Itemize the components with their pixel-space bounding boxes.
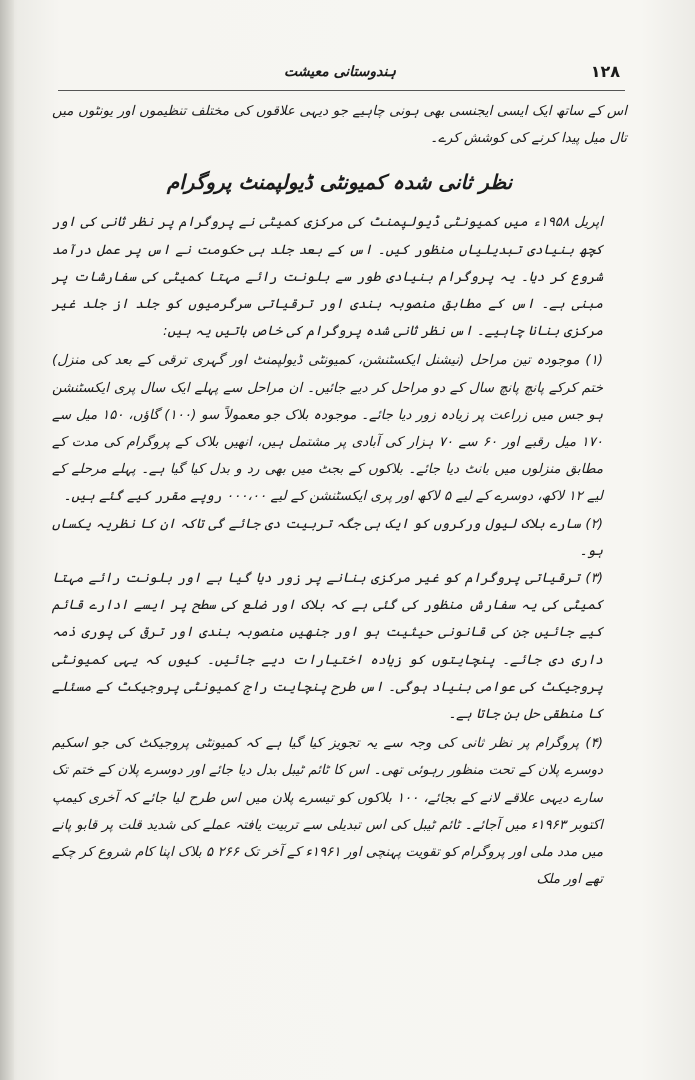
page-header [60, 60, 620, 90]
point-3: (۳) ترقیاتی پروگرام کو غیر مرکزی بنانے پر زور دیا گیا ہے اور بلونت رائے مہتا کمیٹی کی یہ سفارش منظور کی گئی ہے کہ بلاک اور ضلع کی سطح پر ایسے ادارے قائم کیے جائیں جن کی قانونی حیثیت ہو اور جنھیں منصوبہ بندی اور ترقی کی پوری ذمہ داری دی جائے۔ پنچایتوں کو زیادہ اختیارات دیے جائیں۔ کیوں کہ یہی کمیونٹی پروجیکٹ کی عوامی بنیاد ہوگی۔ اس طرح پنچایت راج کمیونٹی پروجیکٹ کے مسئلے کا منطقی حل بن جاتا ہے۔ [52, 571, 604, 723]
opening-paragraph: اس کے ساتھ ایک ایسی ایجنسی بھی ہونی چاہیے جو دیہی علاقوں کی مختلف تنظیموں اور یونٹوں میں تال میل پیدا کرنے کی کوشش کرے۔ [52, 104, 627, 147]
header-rule [58, 90, 625, 91]
section-intro: اپریل ۱۹۵۸ء میں کمیونٹی ڈیولپمنٹ کی مرکزی کمیٹی نے پروگرام پر نظر ثانی کی اور کچھ بنیادی تبدیلیاں منظور کیں۔ اس کے بعد جلد ہی حکومت نے اس پر عمل درآمد شروع کر دیا۔ یہ پروگرام بنیادی طور سے بلونت رائے مہتا کمیٹی کی سفارشات پر مبنی ہے۔ اس کے مطابق منصوبہ بندی اور ترقیاتی سرگرمیوں کو جلد از جلد غیر مرکزی بنانا چاہیے۔ اس نظر ثانی شدہ پروگرام کی خاص باتیں یہ ہیں: [52, 215, 603, 340]
page-number: ۱۲۸ [590, 62, 620, 81]
section-title: نظر ثانی شدہ کمیونٹی ڈیولپمنٹ پروگرام [166, 170, 513, 195]
point-2: (۲) سارے بلاک لیول ورکروں کو ایک ہی جگہ تربیت دی جائے گی تاکہ ان کا نظریہ یکساں ہو۔ [52, 516, 603, 559]
book-gutter-shadow [0, 0, 14, 1080]
point-4: (۴) پروگرام پر نظر ثانی کی وجہ سے یہ تجویز کیا گیا ہے کہ کمیونٹی پروجیکٹ کی جو اسکیم دوسرے پلان کے تحت منظور رہوئی تھی۔ اس کا ٹائم ٹیبل بدل دیا جائے اور دوسرے پلان کے ختم تک سارے دیہی علاقے لانے کے بجائے، ۱۰۰ بلاکوں کو تیسرے پلان میں اس طرح لیا جائے کہ آخری کیمپ اکتوبر ۱۹۶۳ء میں آجائے۔ ٹائم ٹیبل کی اس تبدیلی سے تربیت یافتہ عملے کی شدید قلت پر قابو پانے میں مدد ملی اور پروگرام کو تقویت پہنچی اور ۱۹۶۱ء کے آخر تک ۲۶۶ ۵ بلاک اپنا کام شروع کر چکے تھے اور ملک [52, 736, 603, 888]
running-title: ہندوستانی معیشت [284, 64, 396, 80]
point-1: (۱) موجودہ تین مراحل (نیشنل ایکسٹنشن، کمیونٹی ڈیولپمنٹ اور گہری ترقی کے بعد کی منزل) ختم کرکے پانچ پانچ سال کے دو مراحل کر دیے جائیں۔ ان مراحل سے پہلے ایک سال پری ایکسٹنشن ہو جس میں زراعت پر زیادہ زور دیا جائے۔ موجودہ بلاک جو معمولاً سو (۱۰۰) گاؤں، ۱۵۰ میل سے ۱۷۰ میل رقبے اور ۶۰ سے ۷۰ ہزار کی آبادی پر مشتمل ہیں، انھیں بلاک کے پروگرام کی مدت کے مطابق منزلوں میں بانٹ دیا جائے۔ بلاکوں کے بجٹ میں بھی رد و بدل کیا گیا ہے۔ پہلے مرحلے کے لیے ۱۲ لاکھ، دوسرے کے لیے ۵ لاکھ اور پری ایکسٹنشن کے لیے ۰۰۰،۰۰ روپے مقرر کیے گئے ہیں۔ [52, 353, 604, 505]
page-body [52, 98, 627, 893]
